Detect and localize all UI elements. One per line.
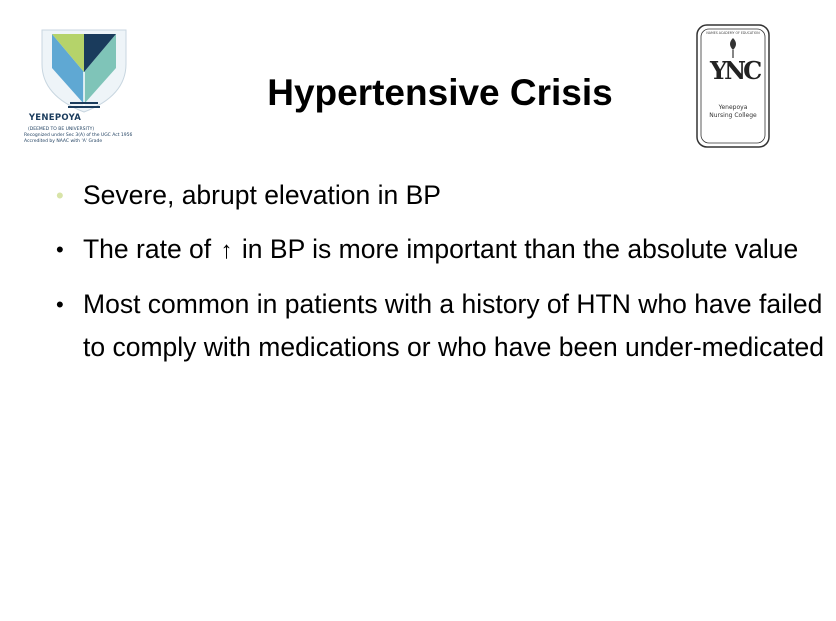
bullet-text: Most common in patients with a history of HTN who have failed to comply with medications or who have been under-medicated bbox=[83, 289, 824, 362]
bullet-text: Severe, abrupt elevation in BP bbox=[83, 180, 441, 210]
bullet-item bbox=[56, 228, 826, 272]
yenepoya-nursing-college-logo bbox=[696, 24, 770, 148]
slide-title: Hypertensive Crisis bbox=[267, 72, 613, 113]
right-logo-monogram: YNC bbox=[710, 56, 760, 85]
right-logo-name-line1: Yenepoya bbox=[718, 104, 748, 111]
right-logo-top-text: NAMES ACADEMY OF EDUCATION bbox=[706, 31, 760, 35]
bullet-text-after: in BP is more important than the absolute value bbox=[241, 234, 799, 264]
bullet-dot-icon: • bbox=[56, 237, 64, 262]
left-logo-line3: Accredited by NAAC with 'A' Grade bbox=[24, 139, 103, 144]
left-logo-name: YENEPOYA bbox=[28, 113, 82, 123]
yenepoya-emblem-icon bbox=[34, 24, 134, 114]
up-arrow-icon: ↑ bbox=[220, 237, 233, 264]
bullet-dot-icon: • bbox=[56, 292, 64, 317]
nursing-college-badge-icon bbox=[696, 24, 770, 148]
bullet-list bbox=[56, 174, 826, 380]
right-logo-name-line2: Nursing College bbox=[709, 111, 757, 119]
left-logo-line1: (DEEMED TO BE UNIVERSITY) bbox=[28, 127, 95, 132]
right-logo-name bbox=[702, 104, 764, 119]
bullet-text-before: The rate of bbox=[83, 234, 212, 264]
bullet-item bbox=[56, 174, 826, 217]
left-logo-line2: Recognized under Sec 3(A) of the UGC Act 1956 bbox=[24, 133, 133, 138]
bullet-dot-icon: • bbox=[56, 183, 64, 208]
bullet-item bbox=[56, 283, 826, 369]
yenepoya-university-logo bbox=[24, 24, 144, 156]
